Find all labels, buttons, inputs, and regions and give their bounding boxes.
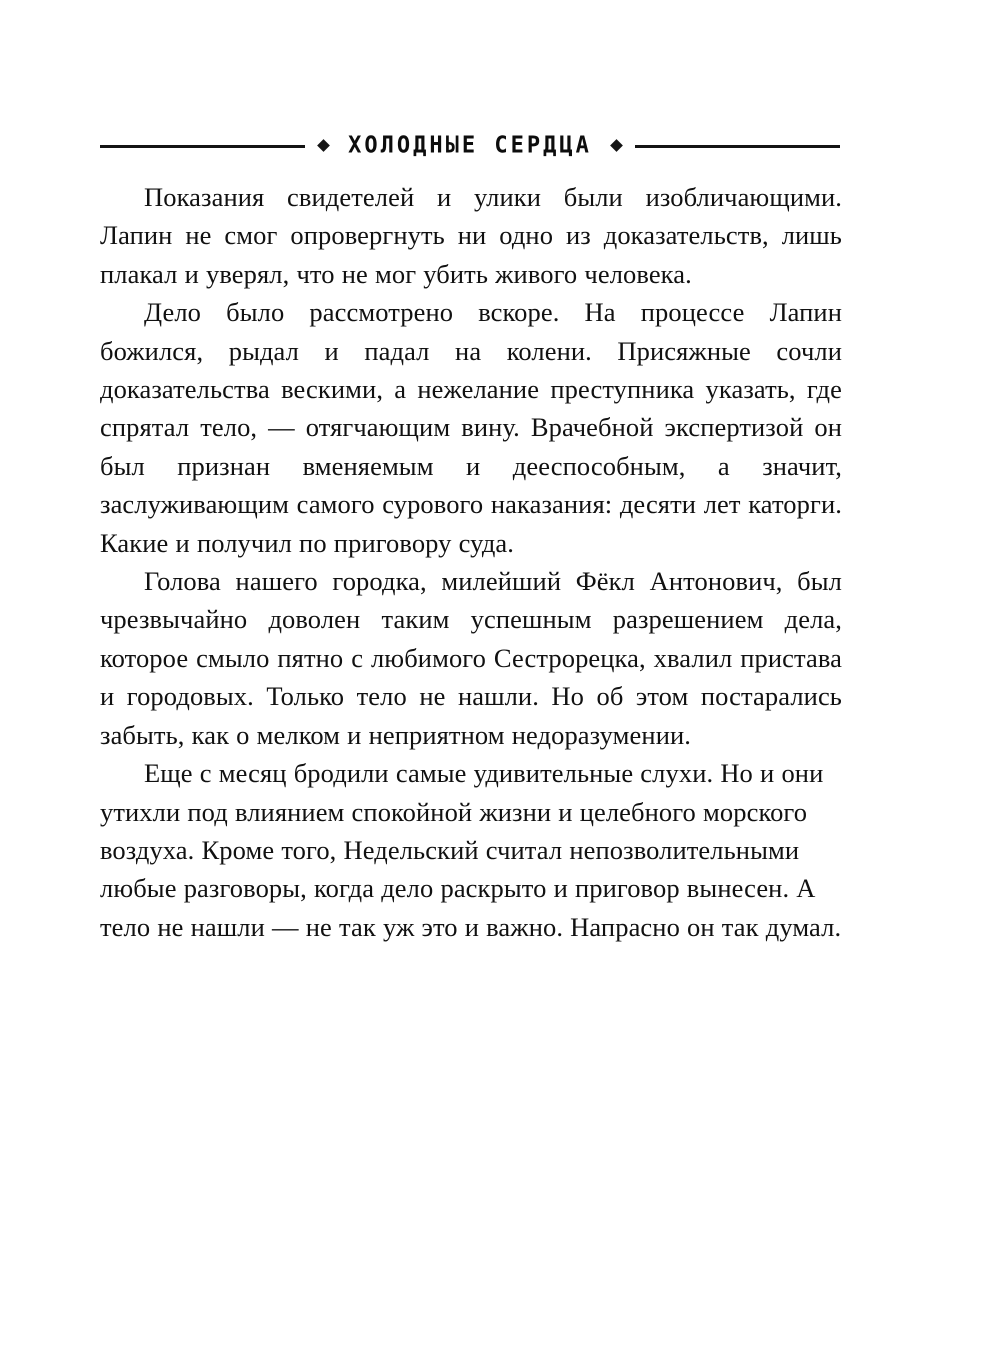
running-head	[100, 128, 840, 162]
header-rule-right	[635, 145, 840, 148]
diamond-dot-left-icon	[317, 139, 330, 152]
paragraph: Голова нашего городка, милейший Фёкл Антонович, был чрезвычайно доволен таким успешным разрешением дела, которое смыло пятно с любимого Сестрорецка, хвалил пристава и городовых. Только тело не нашли. Но об этом постарались забыть, как о мелком и неприятном недоразумении.	[100, 566, 842, 750]
header-rule-left	[100, 145, 305, 148]
paragraph: Еще с месяц бродили самые удивительные слухи. Но и они утихли под влиянием спокойной жизни и целебного морского воздуха. Кроме того, Недельский считал непозволительными любые разговоры, когда дело раскрыто и приговор вынесен. А тело не нашли — не так уж это и важно. Напрасно он так думал.	[100, 758, 842, 942]
paragraph: Дело было рассмотрено вскоре. На процессе Лапин божился, рыдал и падал на колени. Присяжные сочли доказательства вескими, а нежелание преступника указать, где спрятал тело, — отягчающим вину. Врачебной экспертизой он был признан вменяемым и дееспособным, а значит, заслуживающим самого сурового наказания: десяти лет каторги. Какие и получил по приговору суда.	[100, 297, 842, 558]
page-title: ХОЛОДНЫЕ СЕРДЦА	[348, 131, 592, 159]
diamond-dot-right-icon	[610, 139, 623, 152]
body-text	[100, 178, 842, 946]
paragraph: Показания свидетелей и улики были изобличающими. Лапин не смог опровергнуть ни одно из доказательств, лишь плакал и уверял, что не мог убить живого человека.	[100, 182, 842, 289]
